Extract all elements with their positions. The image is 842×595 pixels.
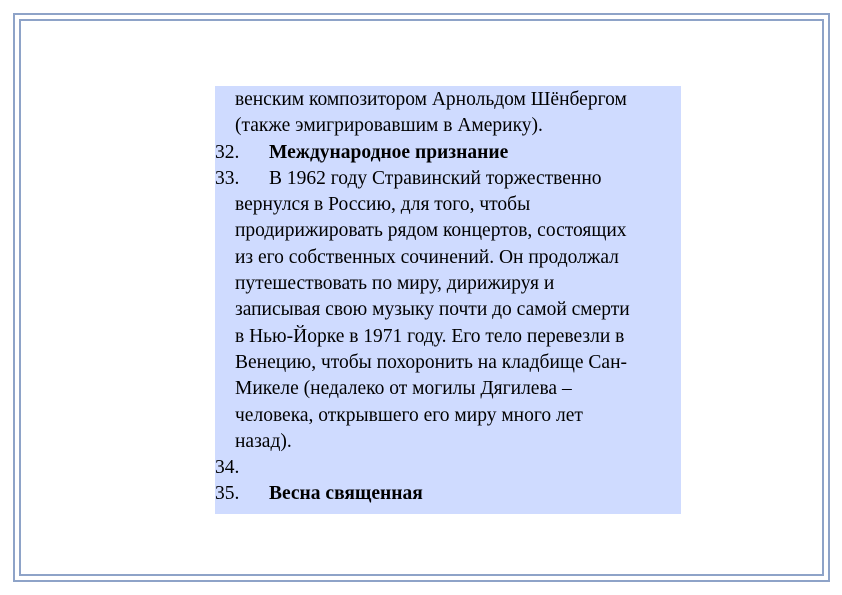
paragraph-line: из его собственных сочинений. Он продолжал xyxy=(235,246,619,268)
paragraph-body xyxy=(215,192,681,455)
slide-text-box xyxy=(215,86,681,514)
paragraph-line: записывая свою музыку почти до самой смерти xyxy=(235,299,630,321)
list-item-33 xyxy=(215,166,681,455)
paragraph-line: продирижировать рядом концертов, состоящих xyxy=(235,220,627,242)
paragraph-line: человека, открывшего его миру много лет xyxy=(235,404,583,426)
paragraph-line: в Нью-Йорке в 1971 году. Его тело перевезли в xyxy=(235,325,625,347)
paragraph-line: венским композитором Арнольдом Шёнбергом xyxy=(235,89,627,110)
list-item-number: 35. xyxy=(215,483,240,505)
list-item-number: 32. xyxy=(215,141,240,163)
paragraph-line: (также эмигрировавшим в Америку). xyxy=(235,115,543,137)
section-heading: Международное признание xyxy=(269,141,509,163)
paragraph-line: Микеле (недалеко от могилы Дягилева – xyxy=(235,378,572,400)
paragraph-line: путешествовать по миру, дирижируя и xyxy=(235,273,555,295)
paragraph-line: Венецию, чтобы похоронить на кладбище Сан- xyxy=(235,351,628,373)
list-item-number: 34. xyxy=(215,457,240,479)
paragraph-first-line: В 1962 году Стравинский торжественно xyxy=(269,167,602,189)
continued-paragraph xyxy=(215,87,681,140)
paragraph-line: вернулся в Россию, для того, чтобы xyxy=(235,194,531,216)
paragraph-line: назад). xyxy=(235,430,292,452)
list-item-number: 33. xyxy=(215,167,240,189)
list-item-35 xyxy=(215,481,681,507)
list-item-34 xyxy=(215,455,681,481)
section-heading: Весна священная xyxy=(269,483,423,505)
list-item-32 xyxy=(215,140,681,166)
